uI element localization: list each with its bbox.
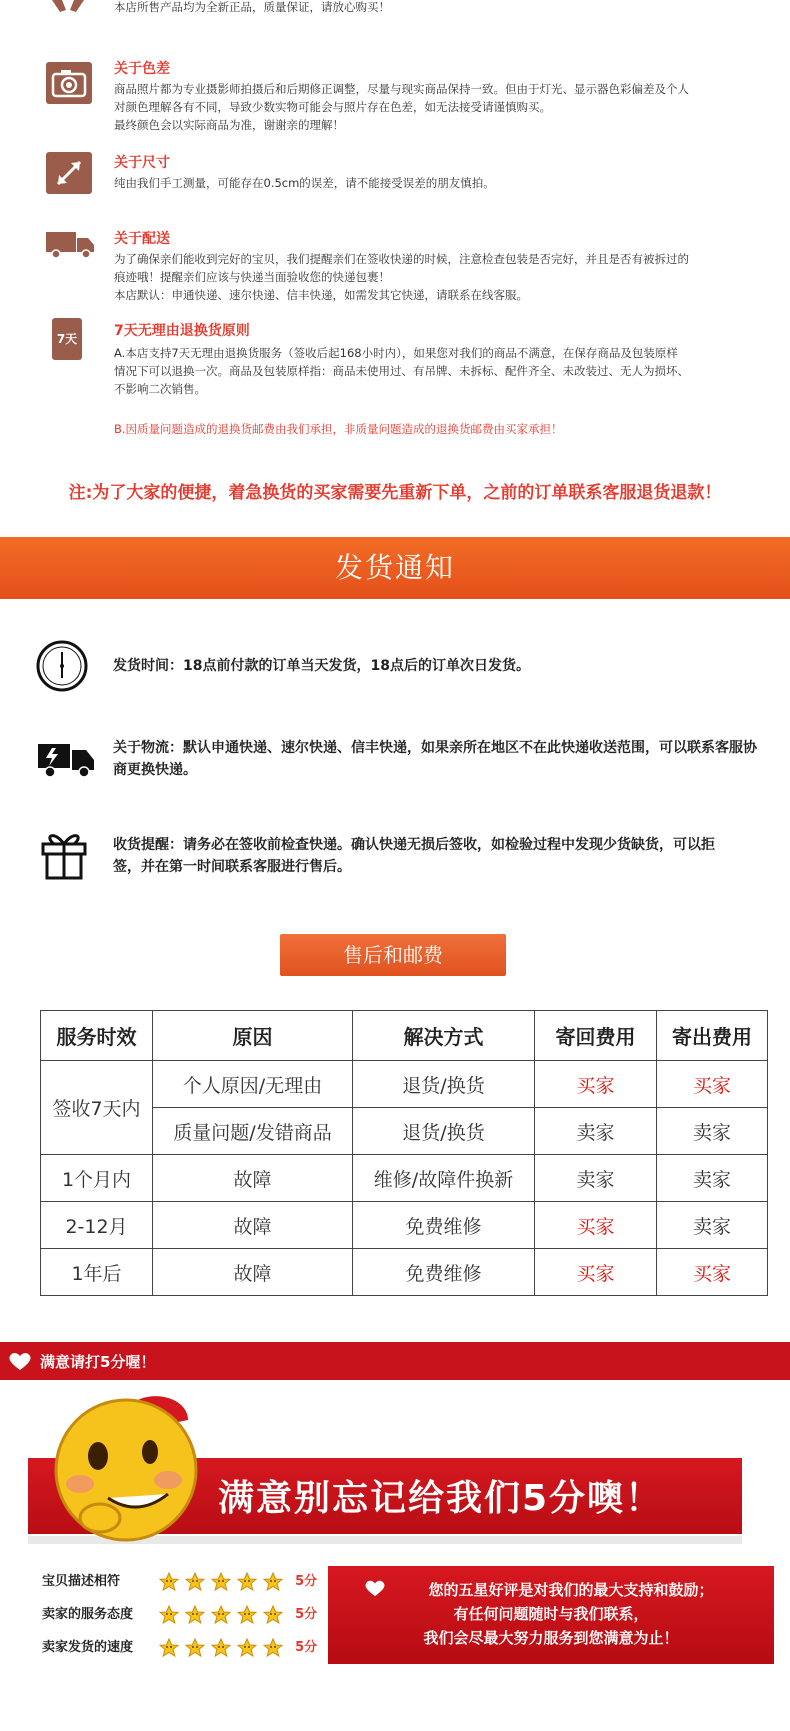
table-header: 解决方式: [353, 1011, 535, 1061]
logistics-text: 关于物流：默认申通快递、速尔快递、信丰快递，如果亲所在地区不在此快递收送范围，可以联系客服协商更换快递。: [113, 740, 757, 778]
solution-cell: 退货/换货: [353, 1108, 535, 1155]
genuine-notice: 本店所售产品均为全新正品，质量保证，请放心购买！: [114, 0, 390, 14]
rating-item-shipping-speed: [42, 1636, 317, 1658]
reason-cell: 故障: [153, 1249, 353, 1296]
praise-box: [328, 1566, 774, 1664]
star-icon: [237, 1638, 257, 1658]
policy-title: 关于尺寸: [114, 155, 170, 171]
star-icon: [185, 1572, 205, 1592]
star-icon: [185, 1605, 205, 1625]
table-header-row: [41, 1011, 768, 1061]
star-icon: [159, 1572, 179, 1592]
shipping-time-text: 发货时间：18点前付款的订单当天发货，18点后的订单次日发货。: [113, 658, 530, 674]
smiley-face-icon: [38, 1390, 218, 1550]
policy-text: 为了确保亲们能收到完好的宝贝，我们提醒亲们在签收快递的时候，注意检查包装是否完好，并且是否有被拆过的 痕迹哦！提醒亲们应该与快递当面验收您的快递包裹！ 本店默认：申通快递、速尔快递、信丰快递，如需发其它快递，请联系在线客服。: [114, 252, 689, 302]
return-fee-cell: 卖家: [535, 1155, 657, 1202]
star-icon: [159, 1605, 179, 1625]
star-icon: [263, 1605, 283, 1625]
receipt-reminder-text: 收货提醒：请务必在签收前检查快递。确认快递无损后签收，如检验过程中发现少货缺货，可以拒签，并在第一时间联系客服进行售后。: [113, 837, 715, 875]
period-cell: 2-12月: [41, 1202, 153, 1249]
send-fee-cell: 卖家: [657, 1108, 768, 1155]
policy-text: A.本店支持7天无理由退换货服务（签收后起168小时内），如果您对我们的商品不满意，在保存商品及包装原样 情况下可以退换一次。商品及包装原样指：商品未使用过、有吊牌、未拆标、配件齐全、未改装过、无人为损坏、 不影响二次销售。: [114, 346, 689, 396]
seven-day-icon: 7天: [52, 318, 82, 360]
rating-label: 宝贝描述相符: [42, 1574, 121, 1589]
table-row: [41, 1249, 768, 1296]
truck-icon: [46, 228, 92, 270]
star-rating: [159, 1607, 289, 1622]
star-icon: [263, 1638, 283, 1658]
star-icon: [263, 1572, 283, 1592]
table-header: 原因: [153, 1011, 353, 1061]
solution-cell: 免费维修: [353, 1249, 535, 1296]
hands-icon: [48, 0, 88, 16]
gift-icon: [40, 828, 88, 884]
rating-bar-label: 满意请打5分喔！: [40, 1353, 156, 1371]
rating-item-description: [42, 1570, 317, 1592]
star-rating: [159, 1574, 289, 1589]
send-fee-cell: 卖家: [657, 1202, 768, 1249]
reason-cell: 故障: [153, 1202, 353, 1249]
return-fee-cell: 卖家: [535, 1108, 657, 1155]
praise-line: 我们会尽最大努力服务到您满意为止！: [423, 1629, 679, 1647]
table-row: [41, 1061, 768, 1108]
rating-bar: [0, 1342, 790, 1380]
reason-cell: 质量问题/发错商品: [153, 1108, 353, 1155]
policy-title: 关于配送: [114, 231, 170, 247]
send-fee-cell: 买家: [657, 1249, 768, 1296]
after-sale-table: [40, 1010, 768, 1296]
camera-icon: [46, 62, 92, 104]
table-header: 寄出费用: [657, 1011, 768, 1061]
heart-icon: [8, 1351, 32, 1375]
reason-cell: 个人原因/无理由: [153, 1061, 353, 1108]
table-header: 寄回费用: [535, 1011, 657, 1061]
star-icon: [237, 1572, 257, 1592]
send-fee-cell: 买家: [657, 1061, 768, 1108]
fast-truck-icon: [38, 740, 96, 784]
rating-score: 5分: [295, 1640, 318, 1655]
rating-label: 卖家的服务态度: [42, 1607, 134, 1622]
policy-text: 纯由我们手工测量，可能存在0.5cm的误差，请不能接受误差的朋友慎拍。: [114, 176, 495, 190]
rating-score: 5分: [295, 1574, 318, 1589]
resize-arrow-icon: [46, 152, 92, 194]
solution-cell: 退货/换货: [353, 1061, 535, 1108]
clock-icon: [36, 640, 88, 696]
after-sale-title: 售后和邮费: [280, 934, 506, 976]
star-icon: [211, 1638, 231, 1658]
rating-score: 5分: [295, 1607, 318, 1622]
praise-line: 有任何问题随时与我们联系，: [453, 1605, 649, 1623]
reorder-note: 注:为了大家的便捷，着急换货的买家需要先重新下单，之前的订单联系客服退货退款！: [68, 483, 722, 503]
praise-line: 您的五星好评是对我们的最大支持和鼓励；: [428, 1581, 714, 1599]
send-fee-cell: 卖家: [657, 1155, 768, 1202]
rating-item-service: [42, 1603, 317, 1625]
period-cell: 1年后: [41, 1249, 153, 1296]
star-rating: [159, 1640, 289, 1655]
heart-icon: [364, 1579, 386, 1601]
return-fee-cell: 买家: [535, 1061, 657, 1108]
reason-cell: 故障: [153, 1155, 353, 1202]
return-fee-cell: 买家: [535, 1202, 657, 1249]
policy-red-note: B.因质量问题造成的退换货邮费由我们承担，非质量问题造成的退换货邮费由买家承担！: [114, 422, 563, 436]
policy-title: 7天无理由退换货原则: [114, 323, 250, 339]
star-icon: [185, 1638, 205, 1658]
table-row: [41, 1155, 768, 1202]
rating-banner-text: 满意别忘记给我们5分噢！: [218, 1478, 664, 1519]
return-fee-cell: 买家: [535, 1249, 657, 1296]
star-icon: [159, 1638, 179, 1658]
star-icon: [211, 1572, 231, 1592]
rating-label: 卖家发货的速度: [42, 1640, 134, 1655]
period-cell: 1个月内: [41, 1155, 153, 1202]
table-header: 服务时效: [41, 1011, 153, 1061]
policy-text: 商品照片都为专业摄影师拍摄后和后期修正调整，尽量与现实商品保持一致。但由于灯光、显示器色彩偏差及个人 对颜色理解各有不同，导致少数实物可能会与照片存在色差，如无法接受请谨慎购买。 最终颜色会以实际商品为准，谢谢亲的理解！: [114, 82, 689, 132]
solution-cell: 免费维修: [353, 1202, 535, 1249]
shipping-notice-banner: 发货通知: [0, 537, 790, 599]
period-cell: 签收7天内: [41, 1061, 153, 1155]
star-icon: [237, 1605, 257, 1625]
solution-cell: 维修/故障件换新: [353, 1155, 535, 1202]
policy-title: 关于色差: [114, 61, 170, 77]
table-row: [41, 1202, 768, 1249]
star-icon: [211, 1605, 231, 1625]
